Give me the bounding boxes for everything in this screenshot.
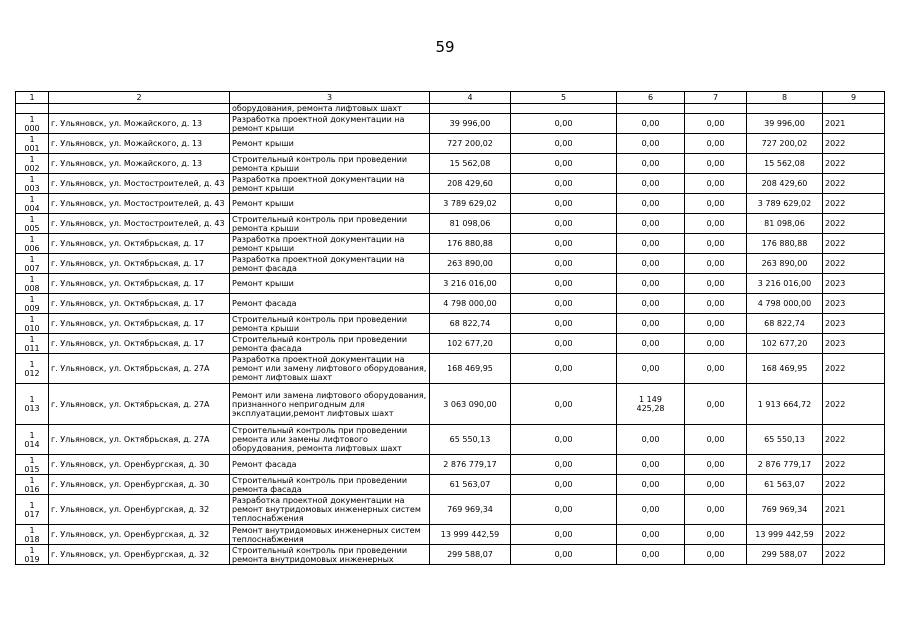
row-number: 1 013 [16, 384, 49, 425]
col-7-value: 0,00 [685, 545, 747, 565]
address: г. Ульяновск, ул. Можайского, д. 13 [49, 134, 230, 154]
table-row [16, 134, 885, 154]
address: г. Ульяновск, ул. Оренбургская, д. 32 [49, 545, 230, 565]
row-number: 1 014 [16, 425, 49, 455]
column-header-3: 3 [230, 92, 430, 104]
col-8-value: 168 469,95 [747, 354, 823, 384]
total-cost: 4 798 000,00 [430, 294, 511, 314]
col-8-value: 102 677,20 [747, 334, 823, 354]
col-5-value: 0,00 [511, 545, 617, 565]
year: 2022 [823, 545, 885, 565]
table-row [16, 425, 885, 455]
year: 2022 [823, 134, 885, 154]
col-6-value: 0,00 [617, 455, 685, 475]
row-number: 1 012 [16, 354, 49, 384]
col-8-value: 4 798 000,00 [747, 294, 823, 314]
table-row [16, 525, 885, 545]
total-cost: 15 562,08 [430, 154, 511, 174]
year: 2022 [823, 194, 885, 214]
col-6-value: 0,00 [617, 525, 685, 545]
col-5-value: 0,00 [511, 455, 617, 475]
col-7-value: 0,00 [685, 334, 747, 354]
year: 2022 [823, 154, 885, 174]
table-row [16, 254, 885, 274]
col-6-value: 0,00 [617, 254, 685, 274]
table-row [16, 214, 885, 234]
address: г. Ульяновск, ул. Октябрьская, д. 17 [49, 334, 230, 354]
row-number: 1 015 [16, 455, 49, 475]
work-type: Ремонт фасада [230, 294, 430, 314]
total-cost: 176 880,88 [430, 234, 511, 254]
table-row [16, 495, 885, 525]
table-row [16, 545, 885, 565]
table-row [16, 194, 885, 214]
work-type: Ремонт крыши [230, 274, 430, 294]
year: 2022 [823, 174, 885, 194]
row-number: 1 006 [16, 234, 49, 254]
row-number: 1 018 [16, 525, 49, 545]
work-type: Разработка проектной документации на ремонт крыши [230, 234, 430, 254]
col-6-value: 0,00 [617, 314, 685, 334]
col-8-value: 208 429,60 [747, 174, 823, 194]
col-5-value: 0,00 [511, 274, 617, 294]
total-cost: 208 429,60 [430, 174, 511, 194]
col-7-value: 0,00 [685, 234, 747, 254]
year: 2023 [823, 334, 885, 354]
col-6-value: 1 149 425,28 [617, 384, 685, 425]
col-6-value: 0,00 [617, 174, 685, 194]
empty-cell [823, 104, 885, 114]
work-type: Строительный контроль при проведении ремонта крыши [230, 314, 430, 334]
address: г. Ульяновск, ул. Октябрьская, д. 17 [49, 314, 230, 334]
col-6-value: 0,00 [617, 274, 685, 294]
work-type: Строительный контроль при проведении ремонта внутридомовых инженерных [230, 545, 430, 565]
year: 2022 [823, 525, 885, 545]
col-7-value: 0,00 [685, 425, 747, 455]
address: г. Ульяновск, ул. Октябрьская, д. 27А [49, 384, 230, 425]
table-row [16, 354, 885, 384]
row-number: 1 000 [16, 114, 49, 134]
total-cost: 81 098,06 [430, 214, 511, 234]
row-number: 1 009 [16, 294, 49, 314]
table-row [16, 475, 885, 495]
row-number: 1 010 [16, 314, 49, 334]
work-type: Строительный контроль при проведении ремонта фасада [230, 475, 430, 495]
total-cost: 3 063 090,00 [430, 384, 511, 425]
col-8-value: 176 880,88 [747, 234, 823, 254]
total-cost: 2 876 779,17 [430, 455, 511, 475]
col-7-value: 0,00 [685, 354, 747, 384]
empty-cell [430, 104, 511, 114]
empty-cell [685, 104, 747, 114]
row-number: 1 003 [16, 174, 49, 194]
address: г. Ульяновск, ул. Октябрьская, д. 17 [49, 234, 230, 254]
col-8-value: 13 999 442,59 [747, 525, 823, 545]
year: 2023 [823, 274, 885, 294]
col-6-value: 0,00 [617, 134, 685, 154]
col-5-value: 0,00 [511, 475, 617, 495]
row-number: 1 007 [16, 254, 49, 274]
address: г. Ульяновск, ул. Мостостроителей, д. 43 [49, 194, 230, 214]
address: г. Ульяновск, ул. Мостостроителей, д. 43 [49, 174, 230, 194]
year: 2021 [823, 114, 885, 134]
col-6-value: 0,00 [617, 294, 685, 314]
col-8-value: 68 822,74 [747, 314, 823, 334]
col-7-value: 0,00 [685, 254, 747, 274]
col-5-value: 0,00 [511, 154, 617, 174]
table-row [16, 174, 885, 194]
col-8-value: 81 098,06 [747, 214, 823, 234]
column-header-2: 2 [49, 92, 230, 104]
page-number: 59 [435, 38, 455, 56]
address: г. Ульяновск, ул. Оренбургская, д. 30 [49, 455, 230, 475]
col-7-value: 0,00 [685, 194, 747, 214]
work-type: Разработка проектной документации на ремонт крыши [230, 174, 430, 194]
row-number: 1 008 [16, 274, 49, 294]
col-6-value: 0,00 [617, 234, 685, 254]
column-header-4: 4 [430, 92, 511, 104]
col-6-value: 0,00 [617, 154, 685, 174]
col-8-value: 2 876 779,17 [747, 455, 823, 475]
table-row [16, 294, 885, 314]
total-cost: 39 996,00 [430, 114, 511, 134]
col-7-value: 0,00 [685, 475, 747, 495]
address: г. Ульяновск, ул. Октябрьская, д. 17 [49, 294, 230, 314]
year: 2022 [823, 384, 885, 425]
table-row [16, 234, 885, 254]
col-8-value: 769 969,34 [747, 495, 823, 525]
total-cost: 263 890,00 [430, 254, 511, 274]
col-5-value: 0,00 [511, 174, 617, 194]
column-header-1: 1 [16, 92, 49, 104]
col-7-value: 0,00 [685, 174, 747, 194]
column-header-7: 7 [685, 92, 747, 104]
col-5-value: 0,00 [511, 114, 617, 134]
col-6-value: 0,00 [617, 354, 685, 384]
col-8-value: 1 913 664,72 [747, 384, 823, 425]
continuation-row [16, 104, 885, 114]
col-7-value: 0,00 [685, 114, 747, 134]
col-6-value: 0,00 [617, 545, 685, 565]
year: 2022 [823, 234, 885, 254]
year: 2022 [823, 425, 885, 455]
col-7-value: 0,00 [685, 495, 747, 525]
col-8-value: 3 789 629,02 [747, 194, 823, 214]
total-cost: 68 822,74 [430, 314, 511, 334]
col-5-value: 0,00 [511, 134, 617, 154]
col-8-value: 299 588,07 [747, 545, 823, 565]
year: 2022 [823, 254, 885, 274]
total-cost: 3 216 016,00 [430, 274, 511, 294]
col-5-value: 0,00 [511, 495, 617, 525]
year: 2023 [823, 294, 885, 314]
col-7-value: 0,00 [685, 294, 747, 314]
work-type: Ремонт фасада [230, 455, 430, 475]
row-number: 1 016 [16, 475, 49, 495]
col-5-value: 0,00 [511, 525, 617, 545]
year: 2022 [823, 354, 885, 384]
year: 2022 [823, 214, 885, 234]
col-5-value: 0,00 [511, 254, 617, 274]
total-cost: 65 550,13 [430, 425, 511, 455]
table-row [16, 455, 885, 475]
col-5-value: 0,00 [511, 354, 617, 384]
address: г. Ульяновск, ул. Октябрьская, д. 17 [49, 254, 230, 274]
work-type: Строительный контроль при проведении ремонта крыши [230, 154, 430, 174]
total-cost: 168 469,95 [430, 354, 511, 384]
col-5-value: 0,00 [511, 214, 617, 234]
row-number: 1 017 [16, 495, 49, 525]
col-5-value: 0,00 [511, 384, 617, 425]
work-type: Ремонт или замена лифтового оборудования, признанного непригодным для эксплуатации,ремонт лифтовых шахт [230, 384, 430, 425]
col-7-value: 0,00 [685, 214, 747, 234]
address: г. Ульяновск, ул. Оренбургская, д. 30 [49, 475, 230, 495]
address: г. Ульяновск, ул. Можайского, д. 13 [49, 114, 230, 134]
year: 2022 [823, 475, 885, 495]
work-type: Разработка проектной документации на ремонт крыши [230, 114, 430, 134]
year: 2023 [823, 314, 885, 334]
empty-cell [16, 104, 49, 114]
col-7-value: 0,00 [685, 314, 747, 334]
col-8-value: 39 996,00 [747, 114, 823, 134]
year: 2022 [823, 455, 885, 475]
header-row [16, 92, 885, 104]
empty-cell [49, 104, 230, 114]
total-cost: 13 999 442,59 [430, 525, 511, 545]
total-cost: 769 969,34 [430, 495, 511, 525]
address: г. Ульяновск, ул. Оренбургская, д. 32 [49, 525, 230, 545]
col-7-value: 0,00 [685, 525, 747, 545]
col-8-value: 727 200,02 [747, 134, 823, 154]
col-7-value: 0,00 [685, 455, 747, 475]
col-8-value: 3 216 016,00 [747, 274, 823, 294]
col-5-value: 0,00 [511, 314, 617, 334]
col-5-value: 0,00 [511, 234, 617, 254]
work-type: Ремонт крыши [230, 134, 430, 154]
total-cost: 299 588,07 [430, 545, 511, 565]
works-table [15, 91, 885, 565]
col-5-value: 0,00 [511, 294, 617, 314]
col-8-value: 61 563,07 [747, 475, 823, 495]
column-header-9: 9 [823, 92, 885, 104]
col-6-value: 0,00 [617, 194, 685, 214]
work-type: Разработка проектной документации на ремонт внутридомовых инженерных систем теплоснабжения [230, 495, 430, 525]
work-type: Строительный контроль при проведении ремонта крыши [230, 214, 430, 234]
row-number: 1 019 [16, 545, 49, 565]
column-header-6: 6 [617, 92, 685, 104]
col-6-value: 0,00 [617, 425, 685, 455]
col-7-value: 0,00 [685, 154, 747, 174]
address: г. Ульяновск, ул. Можайского, д. 13 [49, 154, 230, 174]
work-type: Ремонт крыши [230, 194, 430, 214]
work-type: Строительный контроль при проведении ремонта фасада [230, 334, 430, 354]
address: г. Ульяновск, ул. Оренбургская, д. 32 [49, 495, 230, 525]
table-body [16, 92, 885, 565]
table-row [16, 314, 885, 334]
col-8-value: 263 890,00 [747, 254, 823, 274]
work-type: Ремонт внутридомовых инженерных систем теплоснабжения [230, 525, 430, 545]
col-6-value: 0,00 [617, 334, 685, 354]
col-6-value: 0,00 [617, 475, 685, 495]
total-cost: 102 677,20 [430, 334, 511, 354]
col-7-value: 0,00 [685, 274, 747, 294]
column-header-8: 8 [747, 92, 823, 104]
year: 2021 [823, 495, 885, 525]
address: г. Ульяновск, ул. Октябрьская, д. 27А [49, 425, 230, 455]
total-cost: 61 563,07 [430, 475, 511, 495]
address: г. Ульяновск, ул. Октябрьская, д. 17 [49, 274, 230, 294]
col-5-value: 0,00 [511, 425, 617, 455]
row-number: 1 002 [16, 154, 49, 174]
row-number: 1 004 [16, 194, 49, 214]
total-cost: 727 200,02 [430, 134, 511, 154]
col-8-value: 65 550,13 [747, 425, 823, 455]
work-type: Строительный контроль при проведении ремонта или замены лифтового оборудования, ремонта лифтовых шахт [230, 425, 430, 455]
row-number: 1 011 [16, 334, 49, 354]
row-number: 1 005 [16, 214, 49, 234]
continuation-text: оборудования, ремонта лифтовых шахт [230, 104, 430, 114]
col-5-value: 0,00 [511, 334, 617, 354]
empty-cell [511, 104, 617, 114]
col-7-value: 0,00 [685, 384, 747, 425]
work-type: Разработка проектной документации на ремонт фасада [230, 254, 430, 274]
col-8-value: 15 562,08 [747, 154, 823, 174]
empty-cell [747, 104, 823, 114]
table-row [16, 274, 885, 294]
work-type: Разработка проектной документации на ремонт или замену лифтового оборудования, ремонт лифтовых шахт [230, 354, 430, 384]
column-header-5: 5 [511, 92, 617, 104]
table-row [16, 154, 885, 174]
table-row [16, 334, 885, 354]
empty-cell [617, 104, 685, 114]
col-6-value: 0,00 [617, 214, 685, 234]
col-6-value: 0,00 [617, 114, 685, 134]
row-number: 1 001 [16, 134, 49, 154]
address: г. Ульяновск, ул. Октябрьская, д. 27А [49, 354, 230, 384]
total-cost: 3 789 629,02 [430, 194, 511, 214]
col-7-value: 0,00 [685, 134, 747, 154]
col-5-value: 0,00 [511, 194, 617, 214]
table-row [16, 114, 885, 134]
col-6-value: 0,00 [617, 495, 685, 525]
table-row [16, 384, 885, 425]
address: г. Ульяновск, ул. Мостостроителей, д. 43 [49, 214, 230, 234]
